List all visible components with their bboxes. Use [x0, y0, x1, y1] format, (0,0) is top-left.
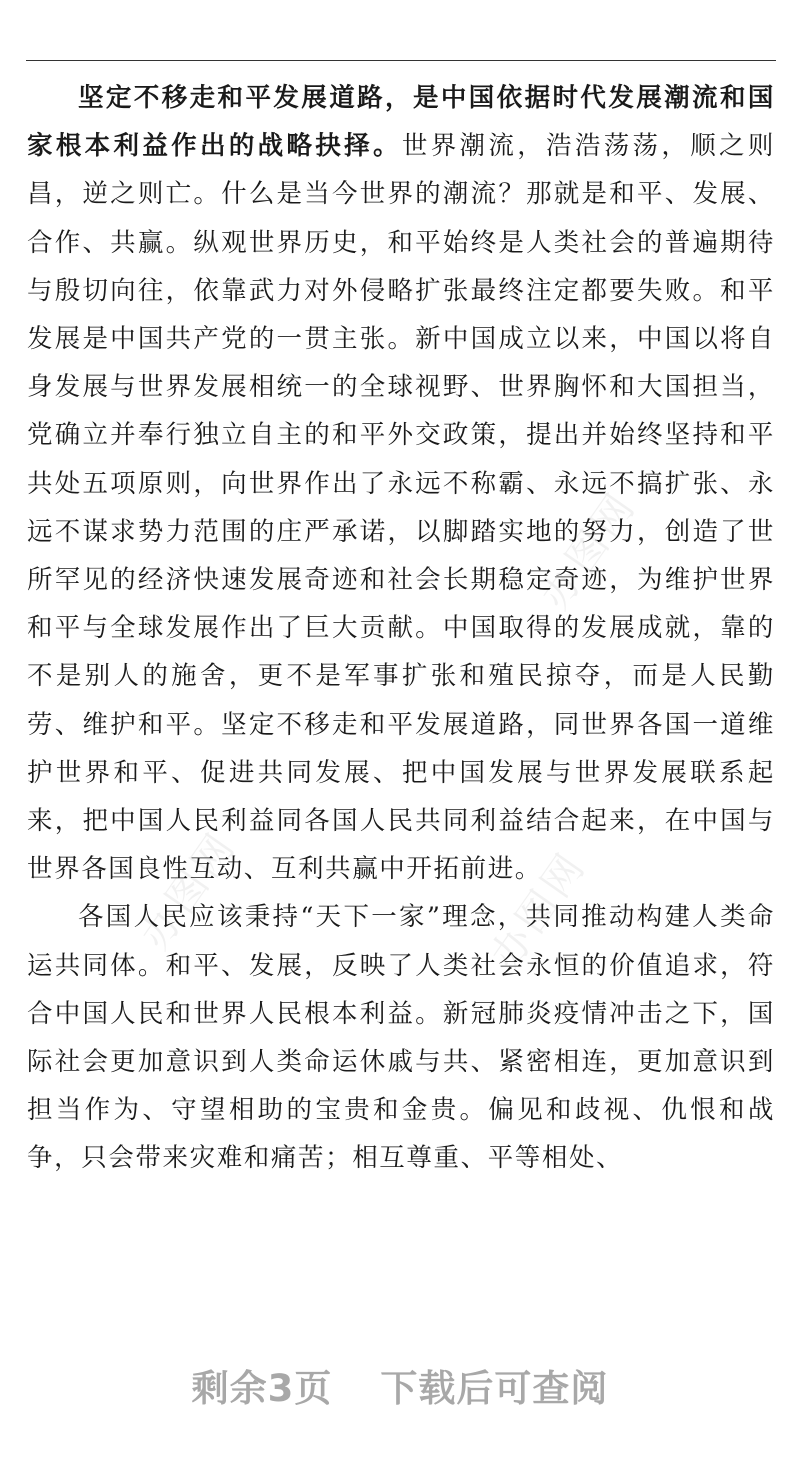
watermark-1: 办图网 — [532, 483, 646, 618]
header-rule — [26, 60, 776, 61]
paragraph-2 — [27, 893, 775, 1182]
paragraph-2-body: 各国人民应该秉持“天下一家”理念，共同推动构建人类命运共同体。和平、发展，反映了人类社会永恒的价值追求，符合中国人民和世界人民根本利益。新冠肺炎疫情冲击之下，国际社会更加意识到人类命运休戚与共、紧密相连，更加意识到担当作为、守望相助的宝贵和金贵。偏见和歧视、仇恨和战争，只会带来灾难和痛苦；相互尊重、平等相处、 — [27, 902, 775, 1174]
paragraph-1-body: 世界潮流，浩浩荡荡，顺之则昌，逆之则亡。什么是当今世界的潮流？那就是和平、发展、合作、共赢。纵观世界历史，和平始终是人类社会的普遍期待与殷切向往，依靠武力对外侵略扩张最终注定都要失败。和平发展是中国共产党的一贯主张。新中国成立以来，中国以将自身发展与世界发展相统一的全球视野、世界胸怀和大国担当，党确立并奉行独立自主的和平外交政策，提出并始终坚持和平共处五项原则，向世界作出了永远不称霸、永远不搞扩张、永远不谋求势力范围的庄严承诺，以脚踏实地的努力，创造了世所罕见的经济快速发展奇迹和社会长期稳定奇迹，为维护世界和平与全球发展作出了巨大贡献。中国取得的发展成就，靠的不是别人的施舍，更不是军事扩张和殖民掠夺，而是人民勤劳、维护和平。坚定不移走和平发展道路，同世界各国一道维护世界和平、促进共同发展、把中国发展与世界发展联系起来，把中国人民利益同各国人民共同利益结合起来，在中国与世界各国良性互动、互利共赢中开拓前进。 — [27, 131, 775, 885]
paragraph-1 — [27, 74, 775, 893]
download-prompt-banner[interactable] — [0, 1358, 800, 1412]
watermark-2: 办图网 — [482, 843, 596, 978]
download-to-view-label: 下载后可查阅 — [380, 1367, 609, 1410]
document-body — [27, 74, 775, 1183]
paragraph-1-bold-lead: 坚定不移走和平发展道路，是中国依据时代发展潮流和国家根本利益作出的战略抉择。 — [27, 83, 775, 162]
remaining-pages-label: 剩余3页 — [191, 1367, 333, 1410]
watermark-3: 办图网 — [132, 823, 246, 958]
